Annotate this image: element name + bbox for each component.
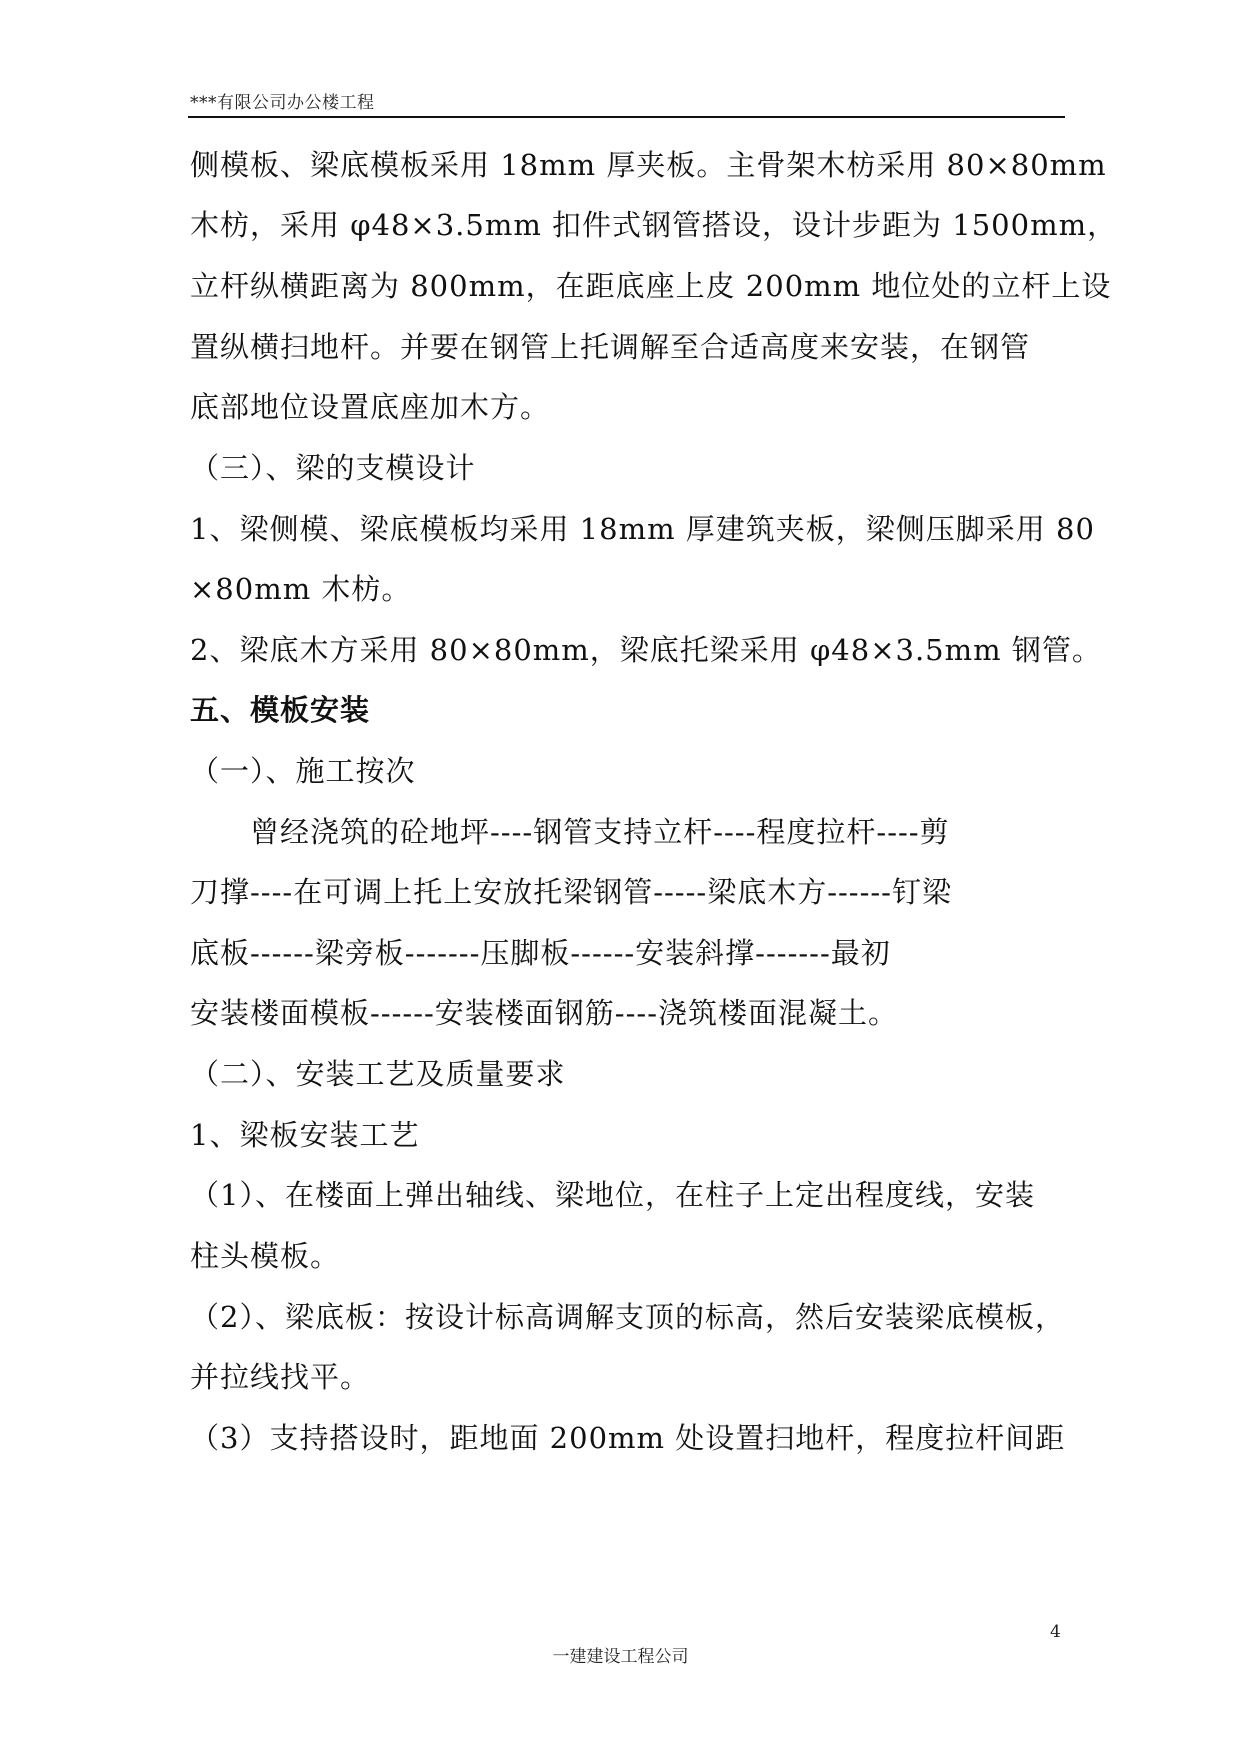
paragraph-line: 2、梁底木方采用 80×80mm，梁底托梁采用 φ48×3.5mm 钢管。 [190,633,1102,667]
paragraph-line: 底部地位设置底座加木方。 [190,390,551,424]
paragraph-line: 安装楼面模板------安装楼面钢筋----浇筑楼面混凝土。 [190,996,898,1030]
paragraph-line: 木枋，采用 φ48×3.5mm 扣件式钢管搭设，设计步距为 1500mm， [190,208,1118,242]
header-title: ***有限公司办公楼工程 [190,93,375,113]
paragraph-line: 柱头模板。 [190,1239,341,1273]
paragraph-line: 底板------梁旁板-------压脚板------安装斜撑-------最初 [190,936,891,970]
paragraph-line: 刀撑----在可调上托上安放托梁钢管-----梁底木方------钉梁 [190,875,952,909]
paragraph-line: （2）、梁底板：按设计标高调解支顶的标高，然后安装梁底模板， [190,1300,1065,1334]
footer-company: 一建建设工程公司 [552,1647,689,1667]
subsection-heading: （二）、安装工艺及质量要求 [190,1057,566,1091]
subsection-heading: （三）、梁的支模设计 [190,451,476,485]
paragraph-line: 置纵横扫地杆。并要在钢管上托调解至合适高度来安装，在钢管 [190,330,1031,364]
paragraph-line: 1、梁板安装工艺 [190,1118,420,1152]
paragraph-line: ×80mm 木枋。 [190,572,412,606]
subsection-heading: （一）、施工按次 [190,754,416,788]
paragraph-line: 1、梁侧模、梁底模板均采用 18mm 厚建筑夹板，梁侧压脚采用 80 [190,512,1095,546]
section-heading: 五、模板安装 [190,693,371,727]
paragraph-line: （3）支持搭设时，距地面 200mm 处设置扫地杆，程度拉杆间距 [190,1421,1066,1455]
paragraph-line: （1）、在楼面上弹出轴线、梁地位，在柱子上定出程度线，安装 [190,1178,1035,1212]
paragraph-line: 并拉线找平。 [190,1360,371,1394]
paragraph-line: 立杆纵横距离为 800mm，在距底座上皮 200mm 地位处的立杆上设 [190,269,1112,303]
paragraph-line: 侧模板、梁底模板采用 18mm 厚夹板。主骨架木枋采用 80×80mm [190,148,1107,182]
paragraph-line: 曾经浇筑的砼地坪----钢管支持立杆----程度拉杆----剪 [190,815,950,849]
header-divider [188,116,1065,118]
page-number: 4 [1050,1622,1061,1642]
